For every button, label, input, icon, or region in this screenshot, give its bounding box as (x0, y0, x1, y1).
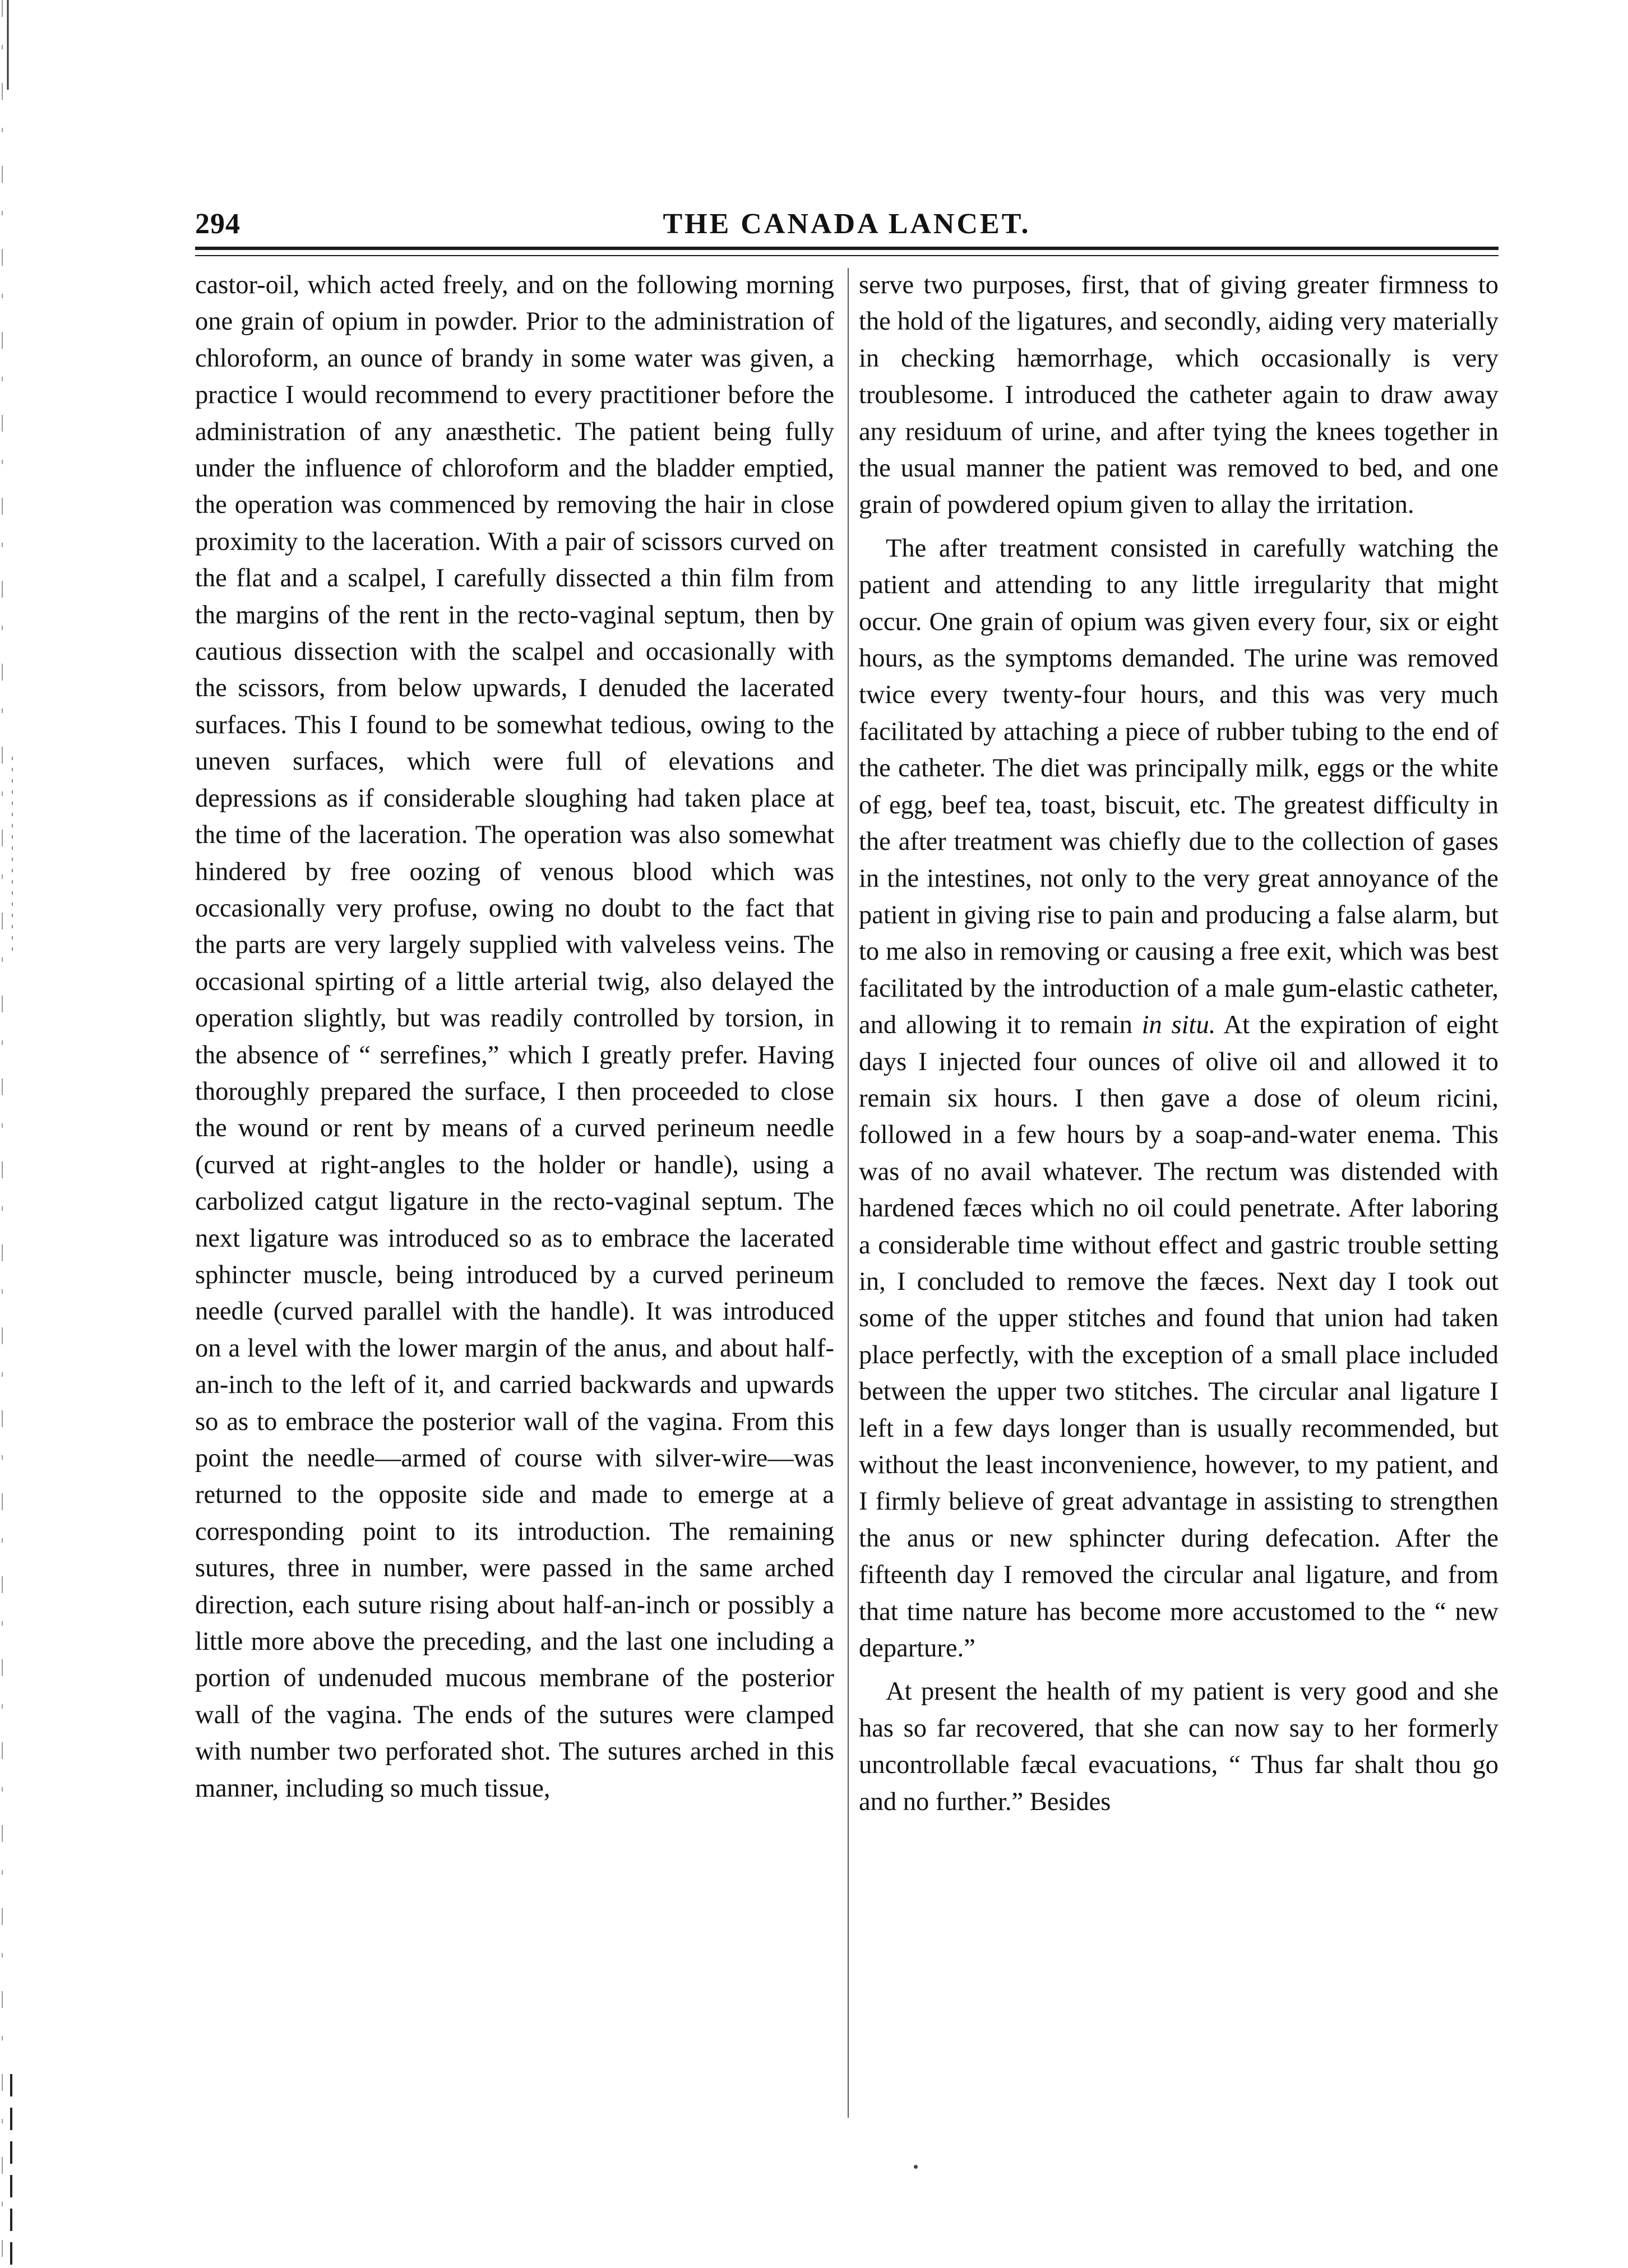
right-paragraph-2 (859, 530, 1498, 1667)
in-situ-italic: in situ. (1141, 1011, 1216, 1040)
header-rule-thick (195, 247, 1498, 250)
page-number: 294 (195, 208, 240, 240)
left-paragraph-1: castor-oil, which acted freely, and on the following morning one grain of opium in powder. Prior to the administration of chloroform, an ounce of brandy in some water was given, a practice I would recommend to every practitioner before the administration of any anæsthetic. The patient being fully under the influence of chloroform and the bladder emptied, the operation was commenced by removing the hair in close proximity to the laceration. With a pair of scissors curved on the flat and a scalpel, I carefully dissected a thin film from the margins of the rent in the recto-vaginal septum, then by cautious dissection with the scalpel and occasionally with the scissors, from below upwards, I denuded the lacerated surfaces. This I found to be somewhat tedious, owing to the uneven surfaces, which were full of elevations and depressions as if considerable sloughing had taken place at the time of the laceration. The operation was also somewhat hindered by free oozing of venous blood which was occasionally very profuse, owing no doubt to the fact that the parts are very largely supplied with valveless veins. The occasional spirting of a little arterial twig, also delayed the operation slightly, but was readily controlled by torsion, in the absence of “ serrefines,” which I greatly prefer. Having thoroughly prepared the surface, I then proceeded to close the wound or rent by means of a curved perineum needle (curved at right-angles to the holder or handle), using a carbolized catgut ligature in the recto-vaginal septum. The next ligature was introduced so as to embrace the lacerated sphincter muscle, being introduced by a curved perineum needle (curved parallel with the handle). It was introduced on a level with the lower margin of the anus, and about half-an-inch to the left of it, and carried backwards and upwards so as to embrace the posterior wall of the vagina. From this point the needle—armed of course with silver-wire—was returned to the opposite side and made to emerge at a corresponding point to its introduction. The remaining sutures, three in number, were passed in the same arched direction, each suture rising about half-an-inch or possibly a little more above the preceding, and the last one including a portion of undenuded mucous membrane of the posterior wall of the vagina. The ends of the sutures were clamped with number two perforated shot. The sutures arched in this manner, including so much tissue, (195, 271, 834, 1803)
right-paragraph-3: At present the health of my patient is very good and she has so far recovered, that she can now say to her formerly uncontrollable fæcal evacuations, “ Thus far shalt thou go and no further.” Besides (859, 1677, 1498, 1816)
right-paragraph-2-text: The after treatment consisted in carefully watching the patient and attending to any little irregularity that might occur. One grain of opium was given every four, six or eight hours, as the symptoms demanded. The urine was removed twice every twenty-four hours, and this was very much facilitated by attaching a piece of rubber tubing to the end of the catheter. The diet was principally milk, eggs or the white of egg, beef tea, toast, biscuit, etc. The greatest difficulty in the after treatment was chiefly due to the collection of gases in the intestines, not only to the very great annoyance of the patient in giving rise to pain and producing a false alarm, but to me also in removing or causing a free exit, which was best facilitated by the introduction of a male gum-elastic catheter, and allowing it to remain (859, 534, 1498, 1040)
scan-edge-marks (0, 0, 22, 2268)
right-column (859, 267, 1498, 1820)
journal-title: THE CANADA LANCET. (663, 208, 1031, 240)
right-paragraph-2-rest: At the expiration of eight days I injected four ounces of olive oil and allowed it to remain six hours. I then gave a dose of oleum ricini, followed in a few hours by a soap-and-water enema. This was of no avail whatever. The rectum was distended with hardened fæces which no oil could penetrate. After laboring a considerable time without effect and gastric trouble setting in, I concluded to remove the fæces. Next day I took out some of the upper stitches and found that union had taken place perfectly, with the exception of a small place included between the upper two stitches. The circular anal ligature I left in a few days longer than is usually recommended, but without the least inconvenience, however, to my patient, and I firmly believe of great advantage in assisting to strengthen the anus or new sphincter during defecation. After the fifteenth day I removed the circular anal ligature, and from that time nature has become more accustomed to the “ new departure.” (859, 1011, 1498, 1663)
running-header (195, 205, 1498, 244)
right-paragraph-1: serve two purposes, first, that of giving greater firmness to the hold of the ligatures, and secondly, aiding very materially in checking hæmorrhage, which occasionally is very troublesome. I introduced the catheter again to draw away any residuum of urine, and after tying the knees together in the usual manner the patient was removed to bed, and one grain of powdered opium given to allay the irritation. (859, 271, 1498, 520)
left-column (195, 267, 834, 1807)
header-rule-thin (195, 255, 1498, 256)
ink-speck (914, 2165, 918, 2169)
column-divider (848, 268, 849, 2118)
